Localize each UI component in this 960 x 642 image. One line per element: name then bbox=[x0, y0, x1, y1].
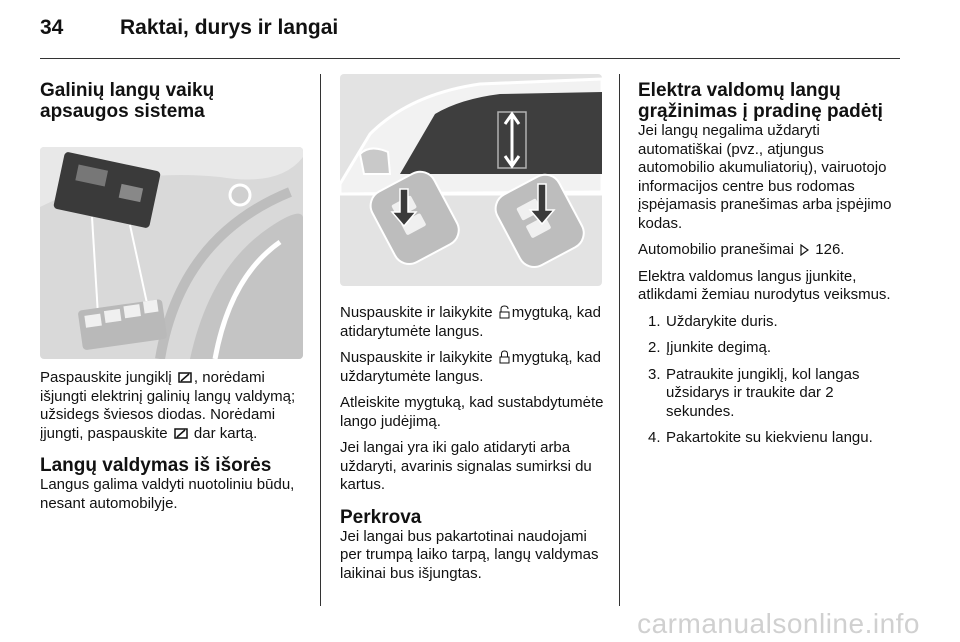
column-divider bbox=[619, 74, 620, 606]
paragraph: Atleiskite mygtuką, kad sustabdytumėte lango judėjimą. bbox=[340, 394, 604, 430]
paragraph: Paspauskite jungiklį , norėdami išjungti elektrinį galinių langų valdymą; užsidegs šviesos diodas. Norėdami įjungti, paspauskite dar kartą. bbox=[40, 369, 296, 442]
page-reference-arrow-icon bbox=[800, 244, 809, 256]
child-lock-icon bbox=[174, 427, 188, 440]
steps-list bbox=[638, 313, 900, 448]
lock-icon bbox=[499, 350, 510, 364]
paragraph: Nuspauskite ir laikykite mygtuką, kad atidarytumėte langus. bbox=[340, 304, 601, 340]
section-heading: Perkrova bbox=[340, 506, 422, 528]
column-3 bbox=[638, 80, 900, 456]
section-heading: Galinių langų vaikų apsaugos sistema bbox=[40, 80, 215, 122]
paragraph: Jei langai yra iki galo atidaryti arba uždaryti, avarinis signalas sumirksi du kartus. bbox=[340, 439, 592, 493]
remote-key-window-illustration bbox=[340, 74, 602, 286]
paragraph: Langus galima valdyti nuotoliniu būdu, nesant automobilyje. bbox=[40, 476, 295, 512]
list-item: 4. Pakartokite su kiekvienu langu. bbox=[648, 429, 873, 446]
list-item: 3. Patraukite jungiklį, kol langas užsidarys ir traukite dar 2 sekundes. bbox=[648, 365, 860, 420]
section-heading: Langų valdymas iš išorės bbox=[40, 455, 272, 476]
column-1 bbox=[40, 80, 305, 521]
paragraph: Nuspauskite ir laikykite mygtuką, kad uždarytumėte langus. bbox=[340, 349, 601, 385]
page-number: 34 bbox=[40, 16, 64, 39]
watermark: carmanualsonline.info bbox=[637, 608, 920, 639]
paragraph: Jei langai bus pakartotinai naudojami per trumpą laiko tarpą, langų valdymas laikinai bus išjungtas. bbox=[340, 527, 599, 582]
list-item: 2. Įjunkite degimą. bbox=[648, 339, 772, 356]
child-lock-icon bbox=[178, 371, 192, 384]
door-switch-illustration bbox=[40, 147, 303, 359]
paragraph: Jei langų negalima uždaryti automatiškai (pvz., atjungus automobilio akumuliatorių), vairuotojo informacijos centre bus rodomas įspėjamasis pranešimas arba įspėjimo kodas. bbox=[638, 122, 892, 232]
column-2 bbox=[340, 74, 605, 591]
paragraph: Automobilio pranešimai 126. bbox=[638, 241, 845, 258]
paragraph: Elektra valdomus langus įjunkite, atlikdami žemiau nurodytus veiksmus. bbox=[638, 267, 891, 303]
section-heading: Elektra valdomų langų grąžinimas į pradinę padėtį bbox=[638, 80, 883, 122]
list-item: 1. Uždarykite duris. bbox=[648, 312, 778, 330]
unlock-icon bbox=[499, 305, 510, 319]
page-title: Raktai, durys ir langai bbox=[120, 16, 339, 39]
header-rule bbox=[40, 58, 900, 59]
column-divider bbox=[320, 74, 321, 606]
